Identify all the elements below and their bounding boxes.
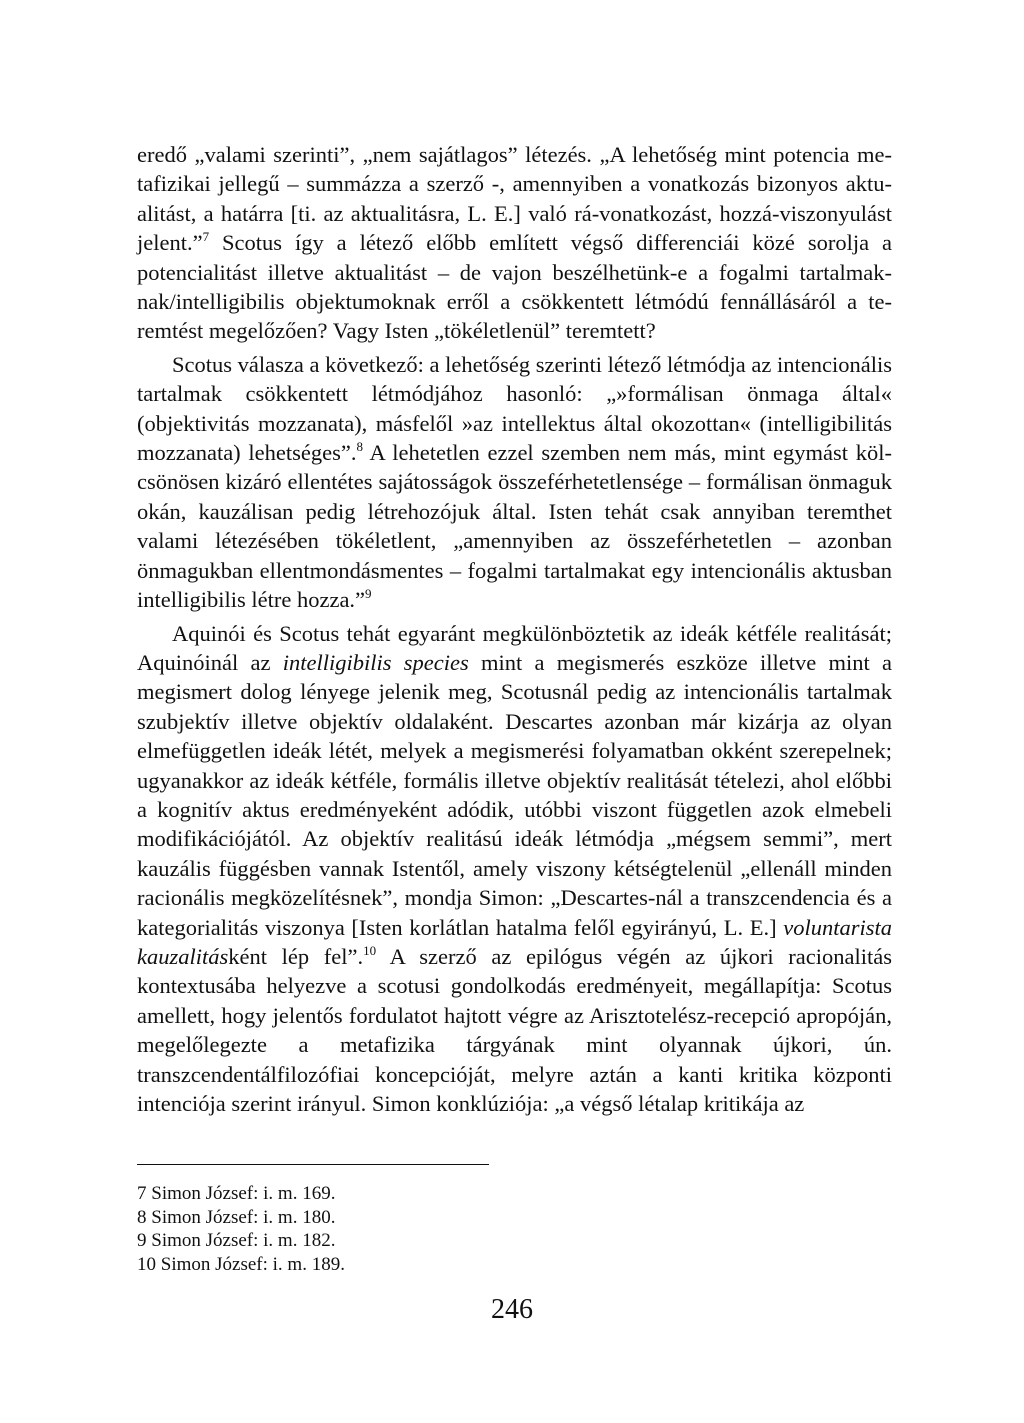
footnote-ref: 8 xyxy=(356,439,364,455)
footnote-separator xyxy=(137,1164,489,1165)
paragraph-3 xyxy=(137,619,892,1119)
footnotes xyxy=(137,1182,637,1276)
paragraph-2 xyxy=(137,350,892,615)
footnote-9: 9 Simon József: i. m. 182. xyxy=(137,1230,336,1251)
page-number: 246 xyxy=(491,1294,533,1325)
text-segment: A lehetetlen ezzel szemben nem más, mint egymást kölcsönösen kizáró ellentétes sajátosságok összeférhetetlensége – formálisan önmaguk okán, kauzálisan pedig létrehozójuk által. Isten tehát csak annyiban teremthet valami létezésében tökéletlent, „amennyiben az összeférhetetlen – azonban önmagukban ellentmondásmentes – fogalmi tartalmakat egy intencionális aktusban intelligibilis létre hozza.” xyxy=(137,440,892,613)
text-segment: A szerző az epilógus végén az újkori racionalitás kontextusába helyezve a scotusi gondolkodás eredményeit, megállapítja: Scotus amellett, hogy jelentős fordulatot hajtott végre az Arisztotelész-recepció apropóján, megelőlegezte a metafizika tárgyának mint olyannak újkori, ún. transzcendentálfilozófiai koncepcióját, melyre aztán a kanti kritika központi intenciója szerint irányul. Simon konklúziója: „a végső létalap kritikája az xyxy=(137,943,892,1116)
footnote-ref: 7 xyxy=(202,229,210,245)
footnote-8: 8 Simon József: i. m. 180. xyxy=(137,1206,336,1228)
text-segment: Scotus válasza a következő: a lehetőség szerinti létező létmódja az intencionális tartalmak csökkentett létmódjához hasonló: „»formálisan önmaga által« (objektivitás mozzanata), másfelől »az intellektus által okozottan« (intelligibilitás mozzanata) lehetséges”. xyxy=(137,351,892,466)
main-text xyxy=(137,140,892,1118)
text-segment: mint a megismerés eszköze illetve mint a megismert dolog lényege jelenik meg, Scotusnál pedig az intencionális tartalmak szubjektív illetve objektív oldalaként. Descartes azonban már kizárja az olyan elmefüggetlen ideák létét, melyek a megismerési folyamatban okként szerepelnek; ugyanakkor az ideák kétféle, formális illetve objektív realitását tételezi, ahol előbbi a kognitív aktus eredményeként adódik, utóbbi viszont független azok elmebeli modifikációjától. Az objektív realitású ideák létmódja „mégsem semmi”, mert kauzális függésben vannak Istentől, amely viszony kétségtelenül „ellenáll minden racionális megközelítésnek”, mondja Simon: „Descartes-nál a transzcendencia és a kategorialitás viszonya [Isten korlátlan hatalma felől egyirányú, L. E.] xyxy=(137,649,892,940)
text-segment: ként lép fel”. xyxy=(228,943,364,969)
text-segment: eredő „valami szerinti”, „nem sajátlagos” létezés. „A lehetőség mint potencia metafizikai jellegű – summázza a szerző -, amennyiben a vonatkozás bizonyos aktualitást, a határra [ti. az aktualitásra, L. E.] való rá-vonatkozást, hozzá-viszonyulást jelent.” xyxy=(137,142,892,256)
footnote-ref: 9 xyxy=(365,586,372,602)
emphasized-text: intelligibilis species xyxy=(282,649,469,675)
paragraph-1 xyxy=(137,140,892,346)
footnote-ref: 10 xyxy=(363,942,377,958)
text-segment: Scotus így a létező előbb említett végső differenciái közé sorolja a potencialitást illetve aktualitást – de vajon beszélhetünk-e a fogalmi tartalmaknak/intelligibilis objektumoknak erről a csökkentett létmódú fennállásáról a teremtést megelőzően? Vagy Isten „tökéletlenül” teremtett? xyxy=(137,230,892,344)
footnote-10: 10 Simon József: i. m. 189. xyxy=(137,1253,345,1275)
text-segment: Aquinói és Scotus tehát egyaránt megkülönböztetik az ideák kétféle realitását; Aquinóinál az xyxy=(137,620,892,675)
footnote-7: 7 Simon József: i. m. 169. xyxy=(137,1183,336,1204)
emphasized-text: voluntarista kauzalitás xyxy=(137,914,892,969)
